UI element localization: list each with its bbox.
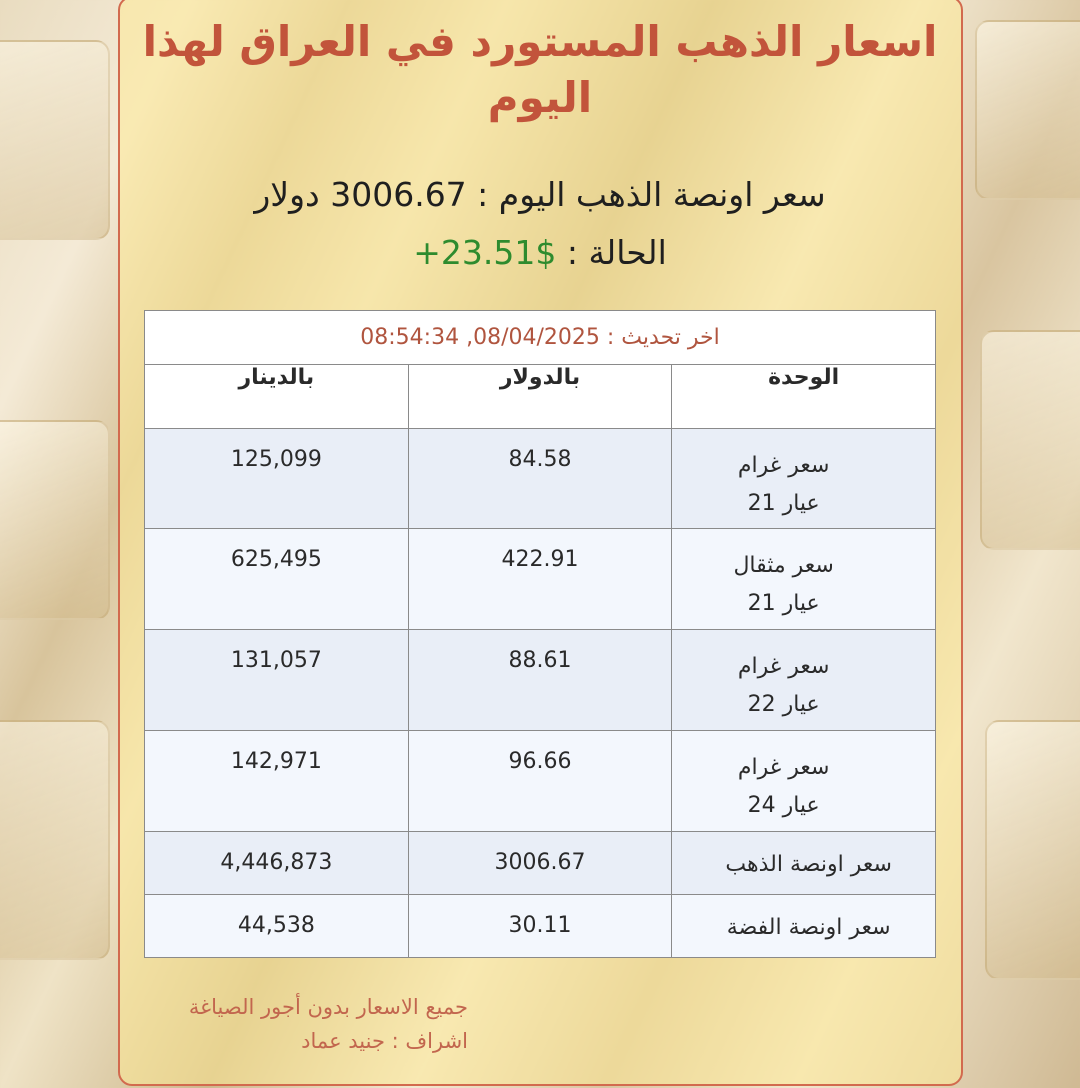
- last-update-row: [145, 311, 936, 365]
- gold-ounce-price: سعر اونصة الذهب اليوم : 3006.67 دولار: [254, 175, 826, 214]
- gold-bar-decoration: [0, 720, 110, 960]
- table-row: [145, 630, 936, 731]
- iqd-cell: 125,099: [145, 429, 409, 529]
- price-status: [140, 230, 940, 276]
- usd-cell: 422.91: [408, 529, 672, 630]
- unit-cell: [672, 731, 936, 832]
- table-row: [145, 832, 936, 895]
- unit-label: سعر غرام: [737, 654, 830, 679]
- table-row: [145, 895, 936, 958]
- iqd-cell: 44,538: [145, 895, 409, 958]
- iqd-cell: 131,057: [145, 630, 409, 731]
- usd-cell: 84.58: [408, 429, 672, 529]
- no-workmanship-note: جميع الاسعار بدون أجور الصياغة: [188, 995, 468, 1019]
- status-change: +23.51$: [413, 233, 557, 272]
- price-table: [144, 310, 936, 958]
- header-usd: بالدولار: [408, 365, 672, 429]
- iqd-cell: 625,495: [145, 529, 409, 630]
- unit-cell: [672, 630, 936, 731]
- iqd-cell: 142,971: [145, 731, 409, 832]
- iqd-cell: 4,446,873: [145, 832, 409, 895]
- gold-bar-decoration: [975, 20, 1080, 200]
- page-title: اسعار الذهب المستورد في العراق لهذا اليوم: [142, 17, 938, 122]
- last-update-text: اخر تحديث : 08/04/2025, 08:54:34: [145, 311, 936, 365]
- unit-label: سعر غرام: [737, 755, 830, 780]
- table-header-row: [145, 365, 936, 429]
- unit-label: سعر مثقال: [733, 553, 834, 578]
- footer-notes: [68, 990, 468, 1058]
- karat-label: عيار 21: [747, 591, 820, 616]
- header-unit: الوحدة: [672, 365, 936, 429]
- usd-cell: 96.66: [408, 731, 672, 832]
- gold-bar-decoration: [985, 720, 1080, 980]
- gold-bar-decoration: [0, 420, 110, 620]
- supervisor-credit: اشراف : جنيد عماد: [301, 1029, 468, 1053]
- unit-cell: سعر اونصة الفضة: [672, 895, 936, 958]
- status-label: الحالة :: [556, 233, 667, 272]
- unit-label: سعر غرام: [737, 453, 830, 478]
- header-iqd: بالدينار: [145, 365, 409, 429]
- usd-cell: 30.11: [408, 895, 672, 958]
- usd-cell: 3006.67: [408, 832, 672, 895]
- table-row: [145, 429, 936, 529]
- karat-label: عيار 24: [747, 793, 820, 818]
- table-row: [145, 529, 936, 630]
- unit-cell: سعر اونصة الذهب: [672, 832, 936, 895]
- gold-bar-decoration: [980, 330, 1080, 550]
- gold-bar-decoration: [0, 40, 110, 240]
- karat-label: عيار 22: [747, 692, 820, 717]
- unit-cell: [672, 429, 936, 529]
- usd-cell: 88.61: [408, 630, 672, 731]
- unit-cell: [672, 529, 936, 630]
- karat-label: عيار 21: [747, 491, 820, 516]
- table-row: [145, 731, 936, 832]
